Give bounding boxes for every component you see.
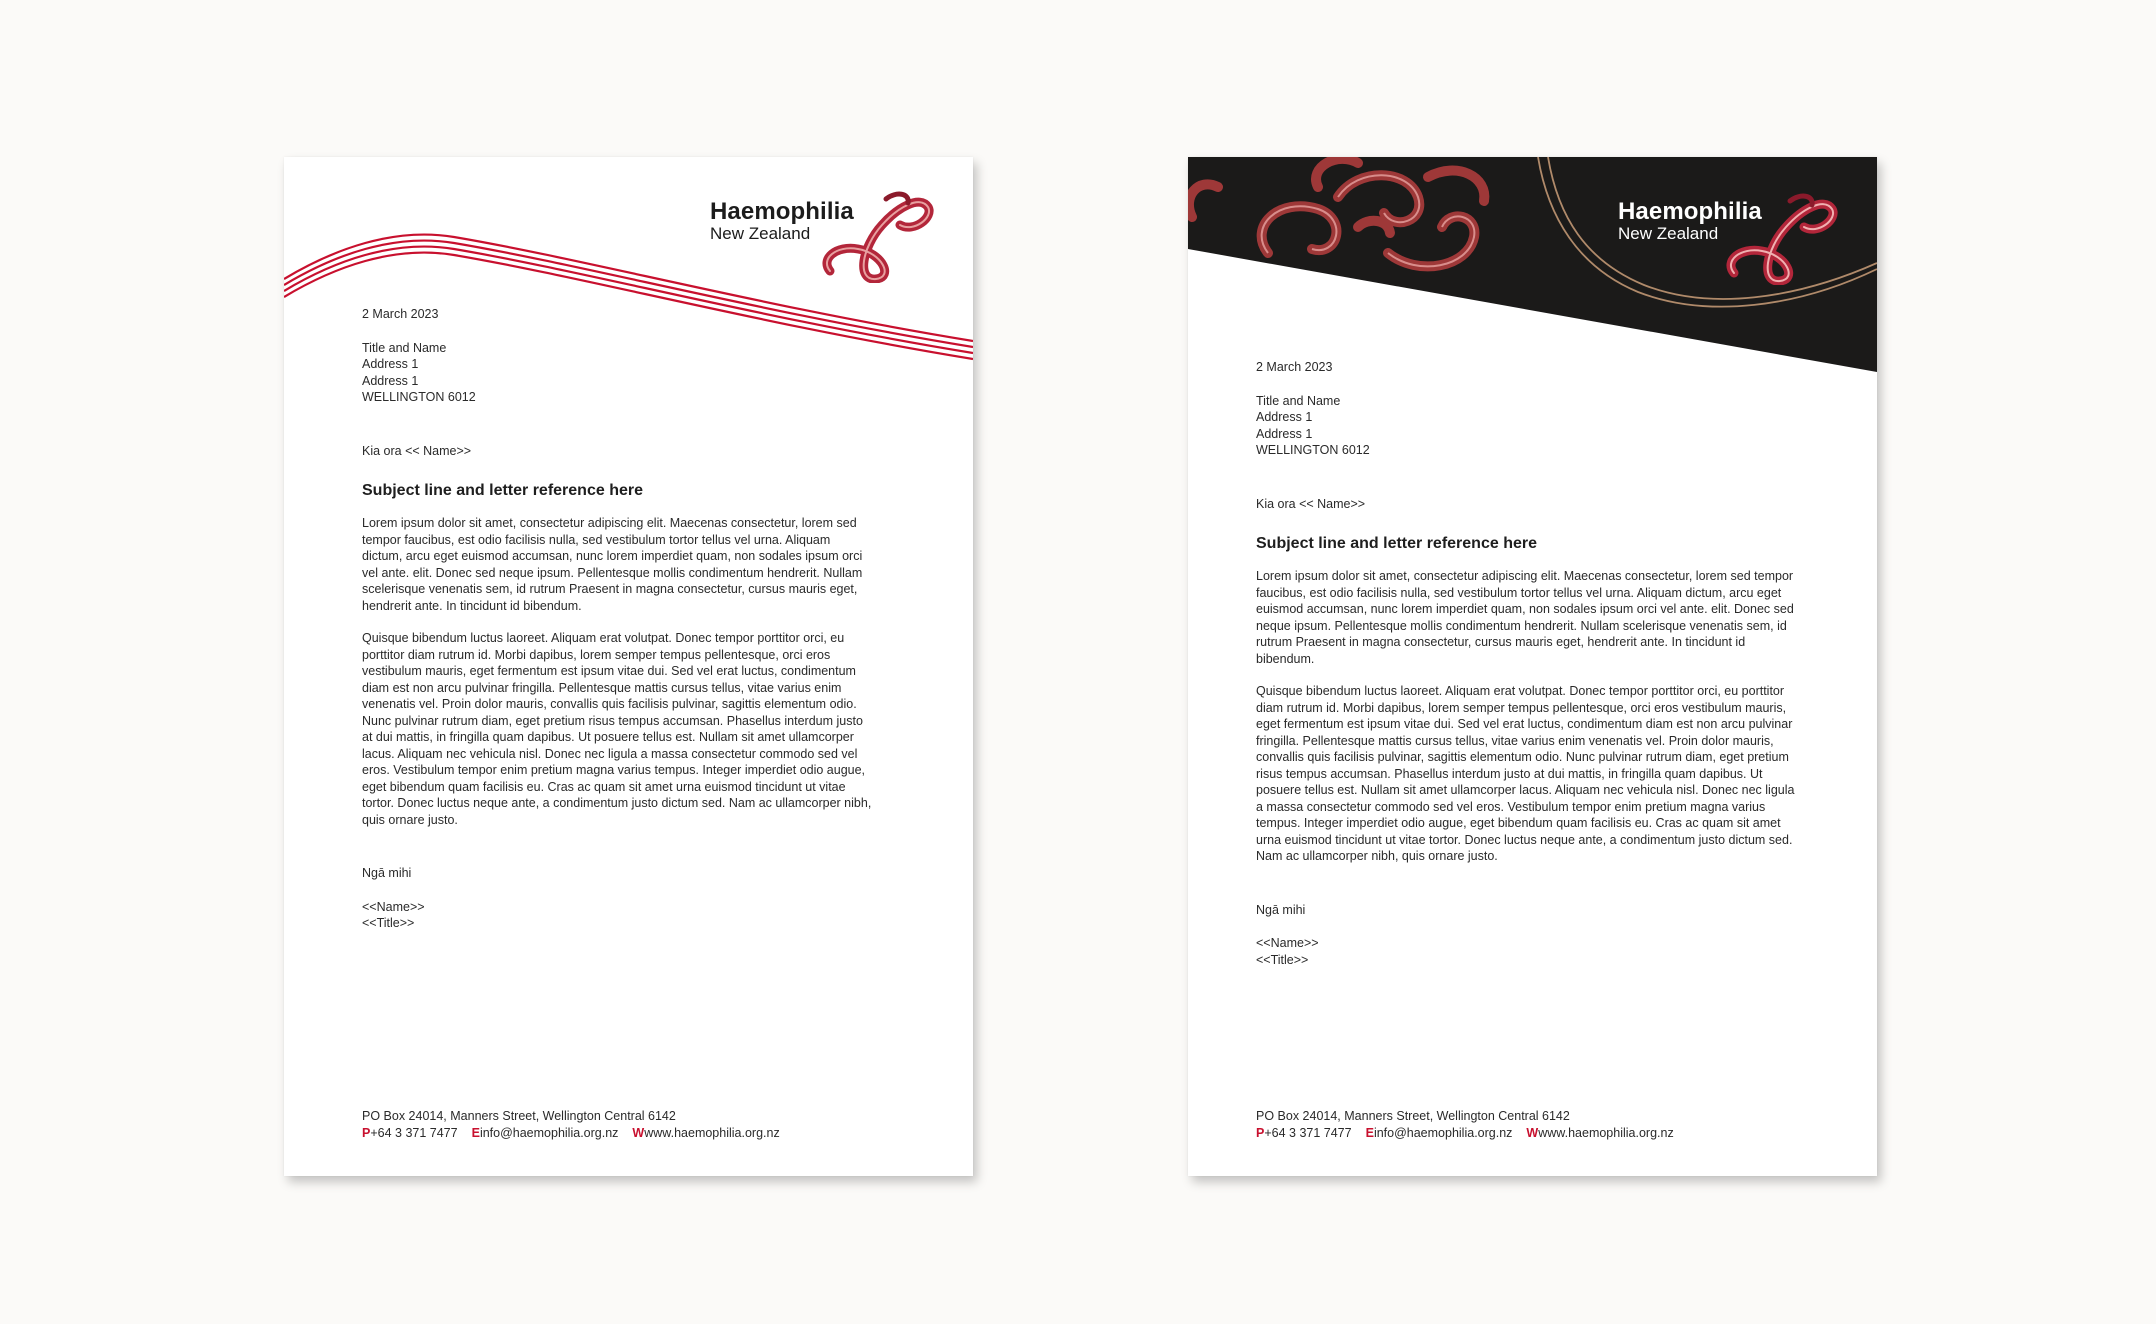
body-paragraph: Quisque bibendum luctus laoreet. Aliquam erat volutpat. Donec tempor porttitor orci, eu porttitor diam rutrum id. Morbi dapibus, lorem semper tempus pellentesque, orci eros vestibulum mauris, eget fermentum est ipsum vitae dui. Sed vel erat luctus, condimentum diam est non arcu pulvinar fringilla. Pellentesque mattis cursus tellus, vitae varius enim venenatis vel. Proin dolor mauris, convallis quis facilisis pulvinar, sagittis elementum odio. Nunc pulvinar rutrum diam, eget pretium risus tempus accumsan. Phasellus interdum justo at dui mattis, in fringilla quam dapibus. Ut posuere tellus est. Nullam sit amet ullamcorper lacus. Aliquam nec vehicula nisl. Donec nec ligula a massa consectetur commodo sed vel eros. Vestibulum tempor enim pretium magna varius tempus. Integer imperdiet odio augue, eget bibendum quam facilisis eu. Cras ac quam sit amet urna euismod tincidunt ut vitae tortor. Donec luctus neque ante, a condimentum justo dictum sed. Nam ac ullamcorper nibh, quis ornare justo. xyxy=(362,631,872,827)
address-line: WELLINGTON 6012 xyxy=(362,390,476,404)
signature-block xyxy=(362,899,872,932)
letter-date: 2 March 2023 xyxy=(1256,360,1333,374)
letter-footer xyxy=(362,1108,780,1142)
brand-name: Haemophilia xyxy=(710,198,854,225)
letterhead-dark xyxy=(1188,157,1877,1176)
email-label: E xyxy=(471,1126,480,1140)
subject-line: Subject line and letter reference here xyxy=(362,482,643,499)
signature-name: <<Name>> xyxy=(1256,936,1319,950)
greeting: Kia ora << Name>> xyxy=(362,443,472,458)
letter-body xyxy=(362,306,872,932)
letter-body xyxy=(1256,359,1796,968)
body-paragraph: Quisque bibendum luctus laoreet. Aliquam erat volutpat. Donec tempor porttitor orci, eu porttitor diam rutrum id. Morbi dapibus, lorem semper tempus pellentesque, orci eros vestibulum mauris, eget fermentum est ipsum vitae dui. Sed vel erat luctus, condimentum diam est non arcu pulvinar fringilla. Pellentesque mattis cursus tellus, vitae varius enim venenatis vel. Proin dolor mauris, convallis quis facilisis pulvinar, sagittis elementum odio. Nunc pulvinar rutrum diam, eget pretium risus tempus accumsan. Phasellus interdum justo at dui mattis, in fringilla quam dapibus. Ut posuere tellus est. Nullam sit amet ullamcorper lacus. Aliquam nec vehicula nisl. Donec nec ligula a massa consectetur commodo sed vel eros. Vestibulum tempor enim pretium magna varius tempus. Integer imperdiet odio augue, eget bibendum quam facilisis eu. Cras ac quam sit amet urna euismod tincidunt ut vitae tortor. Donec luctus neque ante, a condimentum justo dictum sed. Nam ac ullamcorper nibh, quis ornare justo. xyxy=(1256,684,1795,863)
greeting: Kia ora << Name>> xyxy=(1256,496,1366,511)
footer-address: PO Box 24014, Manners Street, Wellington Central 6142 xyxy=(1256,1109,1570,1123)
phone-label: P xyxy=(1256,1126,1265,1140)
phone-number: +64 3 371 7477 xyxy=(370,1126,458,1140)
signature-block xyxy=(1256,935,1796,968)
footer-address: PO Box 24014, Manners Street, Wellington Central 6142 xyxy=(362,1109,676,1123)
body-paragraph: Lorem ipsum dolor sit amet, consectetur adipiscing elit. Maecenas consectetur, lorem sed tempor faucibus, est odio facilisis nulla, sed vestibulum tortor tellus vel urna. Aliquam dictum, arcu eget euismod accumsan, nunc lorem imperdiet quam, non sodales ipsum orci vel ante. elit. Donec sed neque ipsum. Pellentesque mollis condimentum hendrerit. Nullam scelerisque venenatis sem, id rutrum Praesent in magna consectetur, cursus mauris eget, hendrerit ante. In tincidunt id bibendum. xyxy=(362,516,863,613)
address-line: Address 1 xyxy=(1256,426,1313,441)
email-address[interactable]: info@haemophilia.org.nz xyxy=(1373,1126,1513,1140)
recipient-address xyxy=(1256,393,1796,459)
address-line: Address 1 xyxy=(362,357,419,371)
signoff: Ngā mihi xyxy=(362,866,412,880)
phone-label: P xyxy=(362,1126,371,1140)
email-address[interactable]: info@haemophilia.org.nz xyxy=(479,1126,619,1140)
brand-subname: New Zealand xyxy=(710,224,811,243)
signoff: Ngā mihi xyxy=(1256,902,1306,917)
letterhead-light xyxy=(284,157,973,1176)
footer-contacts xyxy=(1256,1125,1674,1142)
address-line: Address 1 xyxy=(1256,410,1313,424)
phone-number: +64 3 371 7477 xyxy=(1264,1126,1352,1140)
body-paragraph: Lorem ipsum dolor sit amet, consectetur adipiscing elit. Maecenas consectetur, lorem sed tempor faucibus, est odio facilisis nulla, sed vestibulum tortor tellus vel urna. Aliquam dictum, arcu eget euismod accumsan, nunc lorem imperdiet quam, non sodales ipsum orci vel ante. elit. Donec sed neque ipsum. Pellentesque mollis condimentum hendrerit. Nullam scelerisque venenatis sem, id rutrum Praesent in magna consectetur, cursus mauris eget, hendrerit ante. In tincidunt id bibendum. xyxy=(1256,569,1794,666)
letter-footer xyxy=(1256,1108,1674,1142)
infinity-ribbon-logo-icon xyxy=(1720,189,1840,285)
web-label: W xyxy=(632,1126,645,1140)
recipient-address xyxy=(362,340,872,406)
brand-subname: New Zealand xyxy=(1618,224,1719,243)
email-label: E xyxy=(1365,1126,1374,1140)
web-label: W xyxy=(1526,1126,1539,1140)
signature-title: <<Title>> xyxy=(1256,952,1309,967)
address-line: WELLINGTON 6012 xyxy=(1256,443,1370,457)
footer-contacts xyxy=(362,1125,780,1142)
address-line: Title and Name xyxy=(362,340,447,355)
brand-name: Haemophilia xyxy=(1618,198,1762,225)
signature-name: <<Name>> xyxy=(362,899,425,914)
letter-date: 2 March 2023 xyxy=(362,307,439,321)
address-line: Title and Name xyxy=(1256,393,1341,408)
address-line: Address 1 xyxy=(362,373,419,388)
website-link[interactable]: www.haemophilia.org.nz xyxy=(1538,1126,1674,1140)
infinity-ribbon-logo-icon xyxy=(816,187,936,283)
website-link[interactable]: www.haemophilia.org.nz xyxy=(644,1126,780,1140)
subject-line: Subject line and letter reference here xyxy=(1256,535,1537,552)
signature-title: <<Title>> xyxy=(362,916,415,930)
